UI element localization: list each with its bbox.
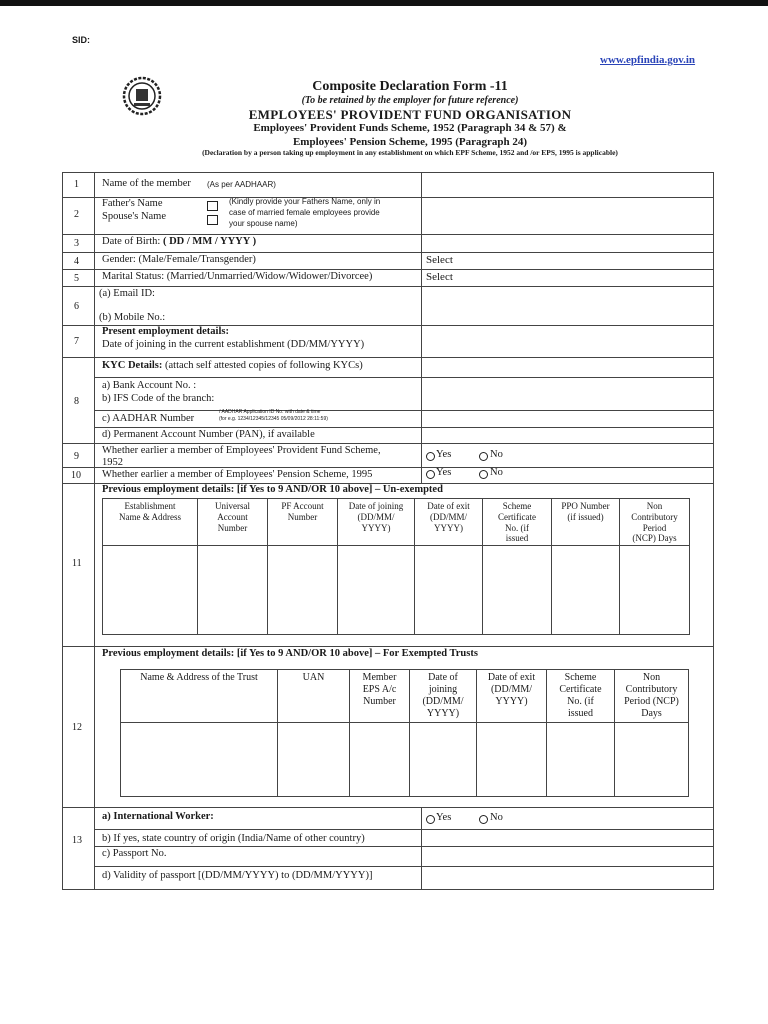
- eps-member-yes-label: Yes: [436, 467, 452, 478]
- date-of-birth-label: Date of Birth: ( DD / MM / YYYY ): [102, 236, 257, 247]
- international-worker-yes-label: Yes: [436, 812, 452, 823]
- col-ppo-number: PPO Number (if issued): [561, 501, 610, 522]
- unexempted-employment-title: Previous employment details: [if Yes to 9 AND/OR 10 above] – Un-exempted: [102, 484, 443, 495]
- email-label: (a) Email ID:: [99, 288, 155, 299]
- scheme-line-2: Employees' Pension Scheme, 1995 (Paragraph 24): [292, 136, 528, 148]
- epf-member-label-line-1: Whether earlier a member of Employees' Provident Fund Scheme,: [102, 445, 381, 456]
- exempted-trusts-title: Previous employment details: [if Yes to 9 AND/OR 10 above] – For Exempted Trusts: [102, 648, 478, 659]
- eps-member-no-radio[interactable]: [479, 470, 488, 479]
- epf-member-yes-label: Yes: [436, 449, 452, 460]
- row-number: 11: [72, 558, 82, 569]
- row-number: 3: [74, 238, 79, 249]
- epf-member-label-line-2: 1952: [102, 457, 123, 468]
- eps-member-label: Whether earlier a member of Employees' Pension Scheme, 1995: [102, 469, 373, 480]
- col-trust-date-of-exit: Date of exit (DD/MM/ YYYY): [487, 672, 536, 707]
- form-title: Composite Declaration Form -11: [312, 79, 508, 94]
- aadhar-note-line-2: (for e.g. 1234/12345/12345 05/09/2012 28:11:59): [219, 416, 328, 422]
- col-ncp-days: Non Contributory Period (NCP) Days: [631, 501, 678, 544]
- aadhar-number-label: c) AADHAR Number: [102, 413, 195, 424]
- row-number: 9: [74, 451, 79, 462]
- gender-label: Gender: (Male/Female/Transgender): [102, 254, 256, 265]
- row-number: 12: [72, 722, 82, 733]
- international-worker-no-label: No: [490, 812, 503, 823]
- epf-member-no-label: No: [490, 449, 503, 460]
- col-establishment-name: Establishment Name & Address: [119, 501, 181, 522]
- passport-number-label: c) Passport No.: [102, 848, 167, 859]
- member-name-note: (As per AADHAAR): [207, 180, 276, 189]
- marital-status-label: Marital Status: (Married/Unmarried/Widow/Widower/Divorcee): [102, 271, 373, 282]
- col-trust-ncp-days: Non Contributory Period (NCP) Days: [624, 672, 679, 719]
- fathers-name-note-line-1: (Kindly provide your Fathers Name, only in: [229, 197, 381, 206]
- col-pf-account: PF Account Number: [281, 501, 324, 522]
- organisation-name: EMPLOYEES' PROVIDENT FUND ORGANISATION: [248, 107, 572, 122]
- col-trust-uan: UAN: [302, 672, 325, 683]
- present-employment-title: Present employment details:: [102, 326, 229, 337]
- row-number: 2: [74, 209, 79, 220]
- website-link[interactable]: www.epfindia.gov.in: [600, 54, 696, 66]
- row-number: 13: [72, 835, 82, 846]
- country-of-origin-label: b) If yes, state country of origin (India/Name of other country): [102, 833, 365, 844]
- col-trust-scheme-certificate: Scheme Certificate No. (if issued: [559, 672, 602, 719]
- row-number: 7: [74, 336, 79, 347]
- fathers-name-note-line-2: case of married female employees provide: [229, 208, 380, 217]
- fathers-name-checkbox[interactable]: [207, 201, 218, 211]
- row-number: 6: [74, 301, 79, 312]
- form-subtitle: (To be retained by the employer for future reference): [301, 95, 519, 106]
- ifsc-label: b) IFS Code of the branch:: [102, 393, 215, 404]
- fathers-name-note-line-3: your spouse name): [229, 219, 298, 228]
- marital-status-select[interactable]: Select: [426, 271, 453, 283]
- scheme-line-1: Employees' Provident Funds Scheme, 1952 (Paragraph 34 & 57) &: [253, 122, 567, 134]
- col-date-of-exit: Date of exit (DD/MM/ YYYY): [427, 501, 470, 533]
- gender-select[interactable]: Select: [426, 254, 453, 266]
- col-member-eps-number: Member EPS A/c Number: [362, 672, 397, 707]
- bank-account-label: a) Bank Account No. :: [102, 380, 197, 391]
- fathers-name-label: Father's Name: [102, 198, 163, 209]
- col-scheme-certificate: Scheme Certificate No. (if issued: [498, 501, 536, 544]
- epf-member-yes-radio[interactable]: [426, 452, 435, 461]
- sid-label: SID:: [72, 35, 90, 45]
- passport-validity-label: d) Validity of passport [(DD/MM/YYYY) to (DD/MM/YYYY)]: [102, 870, 373, 881]
- kyc-title: KYC Details: (attach self attested copies of following KYCs): [102, 360, 363, 371]
- aadhar-note-line-1: / AADHAR Application ID No. with date & time: [219, 409, 321, 415]
- date-of-joining-label: Date of joining in the current establishment (DD/MM/YYYY): [102, 339, 365, 350]
- pan-label: d) Permanent Account Number (PAN), if available: [102, 429, 315, 440]
- declaration-note: (Declaration by a person taking up employment in any establishment on which EPF Scheme, 1952 and /or EPS, 1995 is applicable): [202, 148, 618, 157]
- spouses-name-label: Spouse's Name: [102, 211, 167, 222]
- epf-member-no-radio[interactable]: [479, 452, 488, 461]
- international-worker-no-radio[interactable]: [479, 815, 488, 824]
- col-date-of-joining: Date of joining (DD/MM/ YYYY): [348, 501, 404, 533]
- row-number: 8: [74, 396, 79, 407]
- col-trust-date-of-joining: Date of joining (DD/MM/ YYYY): [422, 672, 464, 719]
- row-number: 4: [74, 256, 79, 267]
- international-worker-label: a) International Worker:: [102, 811, 214, 822]
- col-uan: Universal Account Number: [215, 501, 250, 533]
- international-worker-yes-radio[interactable]: [426, 815, 435, 824]
- row-number: 5: [74, 273, 79, 284]
- mobile-label: (b) Mobile No.:: [99, 312, 166, 323]
- eps-member-yes-radio[interactable]: [426, 470, 435, 479]
- eps-member-no-label: No: [490, 467, 503, 478]
- col-trust-name: Name & Address of the Trust: [140, 672, 258, 683]
- top-border: [0, 0, 768, 6]
- spouses-name-checkbox[interactable]: [207, 215, 218, 225]
- row-number: 10: [71, 470, 81, 481]
- member-name-label: Name of the member: [102, 178, 191, 189]
- row-number: 1: [74, 179, 79, 190]
